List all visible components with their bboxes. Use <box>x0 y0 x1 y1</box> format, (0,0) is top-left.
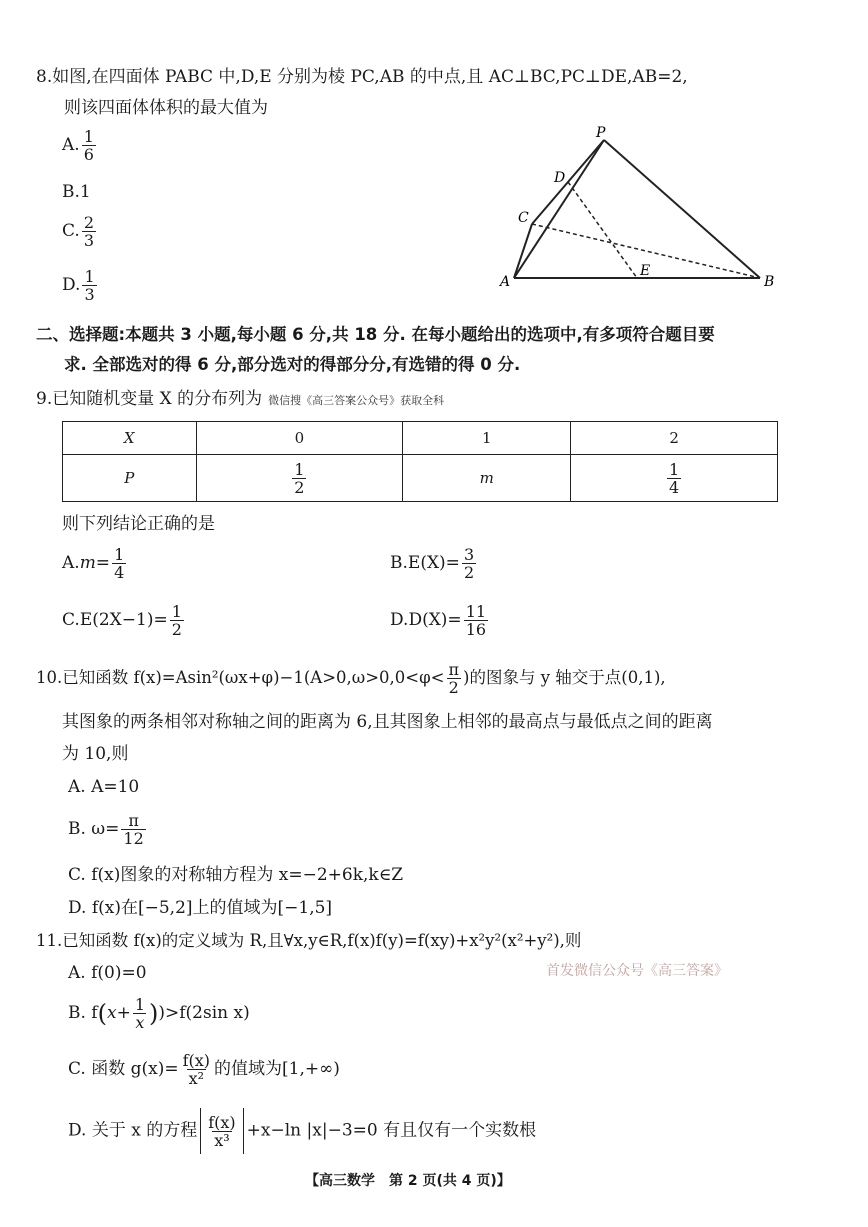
section2-line2: 求. 全部选对的得 6 分,部分选对的得部分分,有选错的得 0 分. <box>64 355 521 374</box>
edge-pa <box>514 140 604 278</box>
page-footer: 【高三数学 第 2 页(共 4 页)】 <box>305 1173 511 1189</box>
label-b: B <box>764 274 775 290</box>
label-c: C <box>518 210 529 226</box>
q9-option-b: B.E(X)= $\frac{3}{2}$ <box>390 545 475 582</box>
q11-option-d: D. 关于 x 的方程 $\frac{f(x)}{\text{x³}}$ +x−ln |x|−3=0 有且仅有一个实数根 <box>68 1108 536 1154</box>
q10-option-d: D. f(x)在[−5,2]上的值域为[−1,5] <box>68 898 333 918</box>
edge-ca <box>514 224 532 278</box>
q11-option-c: C. 函数 g(x)= $\frac{f(x)}{\text{x²}}$ 的值域为[1,+∞) <box>68 1051 340 1088</box>
distribution-table <box>62 421 778 502</box>
q9-option-c: C.E(2X−1)= $\frac{1}{2}$ <box>62 602 182 639</box>
q10-option-b: B. ω= $\frac{\pi}{12}$ <box>68 811 144 848</box>
label-p: P <box>596 125 606 141</box>
q11-option-b: B. f(x+ $\frac{1}{x}$ ))>f(2sin x) <box>68 995 250 1032</box>
edge-pb <box>604 140 760 278</box>
label-a: A <box>500 274 511 290</box>
q10-option-c: C. f(x)图象的对称轴方程为 x=−2+6k,k∈Z <box>68 865 404 885</box>
q8-stem-line2: 则该四面体体积的最大值为 <box>64 98 268 118</box>
q8-option-b: B.1 <box>62 182 91 202</box>
q9-stem: 9.已知随机变量 X 的分布列为 微信搜《高三答案公众号》获取全科 <box>36 389 445 409</box>
section2-line1: 二、选择题:本题共 3 小题,每小题 6 分,共 18 分. 在每小题给出的选项中,有多项符合题目要 <box>36 325 715 344</box>
label-d: D <box>554 170 566 186</box>
q8-option-d: D. $\frac{1}{3}$ <box>62 267 95 304</box>
q8-stem-text: 如图,在四面体 PABC 中,D,E 分别为棱 PC,AB 的中点,且 AC⊥BC,PC⊥DE,AB=2, <box>52 67 688 87</box>
q8-option-c: C. $\frac{2}{3}$ <box>62 213 94 250</box>
table-row: P $\frac{1}{2}$ m $\frac{1}{4}$ <box>63 455 778 502</box>
segment-de-hidden <box>568 182 637 278</box>
watermark-text: 首发微信公众号《高三答案》 <box>546 963 728 979</box>
q11-stem: 11.已知函数 f(x)的定义域为 R,且∀x,y∈R,f(x)f(y)=f(xy)+x²y²(x²+y²),则 <box>36 931 582 950</box>
q8-option-a: A. $\frac{1}{6}$ <box>62 127 94 164</box>
q9-option-a: A.m= $\frac{1}{4}$ <box>62 545 125 582</box>
q11-option-a: A. f(0)=0 <box>68 963 147 983</box>
q10-stem-line1: 10.已知函数 f(x)=Asin²(ωx+φ)−1(A>0,ω>0,0<φ< $\frac{\pi}{2}$ )的图象与 y 轴交于点(0,1), <box>36 660 666 697</box>
table-row: X 0 1 2 <box>63 422 778 455</box>
label-e: E <box>640 263 651 279</box>
tetrahedron-figure <box>490 120 790 300</box>
q10-stem-line2: 其图象的两条相邻对称轴之间的距离为 6,且其图象上相邻的最高点与最低点之间的距离 <box>62 712 713 732</box>
q10-stem-line3: 为 10,则 <box>62 744 129 764</box>
q9-note: 微信搜《高三答案公众号》获取全科 <box>268 394 445 407</box>
q9-option-d: D.D(X)= $\frac{11}{16}$ <box>390 602 487 639</box>
q8-stem-line1: 8.如图,在四面体 PABC 中,D,E 分别为棱 PC,AB 的中点,且 AC⊥BC,PC⊥DE,AB=2, <box>36 67 688 87</box>
q10-option-a: A. A=10 <box>68 777 140 797</box>
q9-prompt: 则下列结论正确的是 <box>62 514 215 534</box>
